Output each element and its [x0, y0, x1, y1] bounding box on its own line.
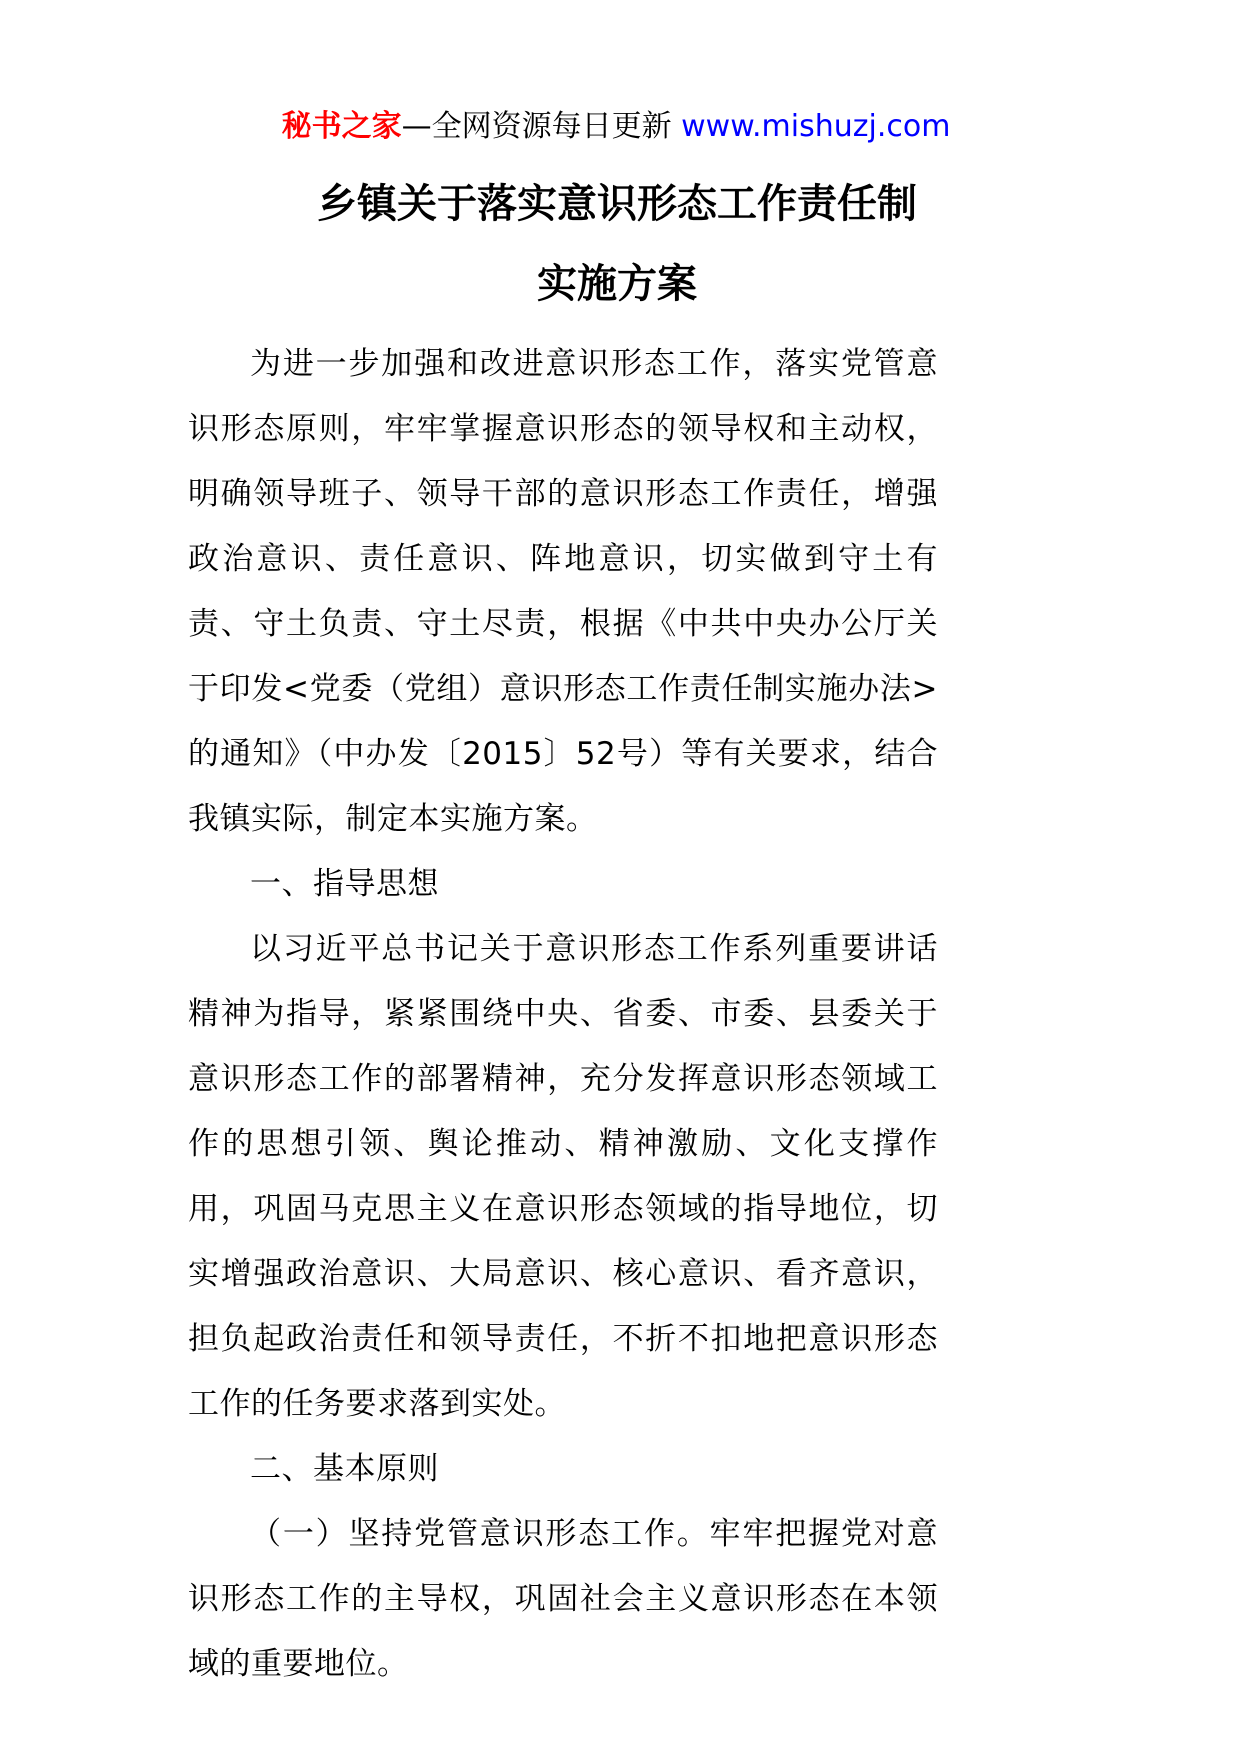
- document-title-line-1: 乡镇关于落实意识形态工作责任制: [317, 181, 917, 227]
- section-heading-guiding-ideology: 一、指导思想: [250, 866, 439, 902]
- guiding-ideology-paragraph: 以习近平总书记关于意识形态工作系列重要讲话精神为指导，紧紧围绕中央、省委、市委、县委关于意识形态工作的部署精神，充分发挥意识形态领域工作的思想引领、舆论推动、精神激励、文化支撑作用，巩固马克思主义在意识形态领域的指导地位，切实增强政治意识、大局意识、核心意识、看齐意识，担负起政治责任和领导责任，不折不扣地把意识形态工作的任务要求落到实处。: [188, 931, 938, 1422]
- section-heading-basic-principles: 二、基本原则: [250, 1451, 439, 1487]
- site-slogan: —全网资源每日更新: [401, 109, 672, 144]
- intro-paragraph: 为进一步加强和改进意识形态工作，落实党管意识形态原则，牢牢掌握意识形态的领导权和主动权，明确领导班子、领导干部的意识形态工作责任，增强政治意识、责任意识、阵地意识，切实做到守土有责、守土负责、守土尽责，根据《中共中央办公厅关于印发<党委（党组）意识形态工作责任制实施办法>的通知》（中办发〔2015〕52号）等有关要求，结合我镇实际，制定本实施方案。: [188, 346, 938, 837]
- site-brand: 秘书之家: [281, 109, 402, 144]
- principle-1-paragraph: （一）坚持党管意识形态工作。牢牢把握党对意识形态工作的主导权，巩固社会主义意识形态在本领域的重要地位。: [188, 1516, 938, 1682]
- document-body: [188, 332, 938, 1697]
- site-url-link[interactable]: www.mishuzj.com: [681, 109, 951, 144]
- document-title-line-2: 实施方案: [537, 261, 697, 307]
- site-header: [0, 0, 1240, 150]
